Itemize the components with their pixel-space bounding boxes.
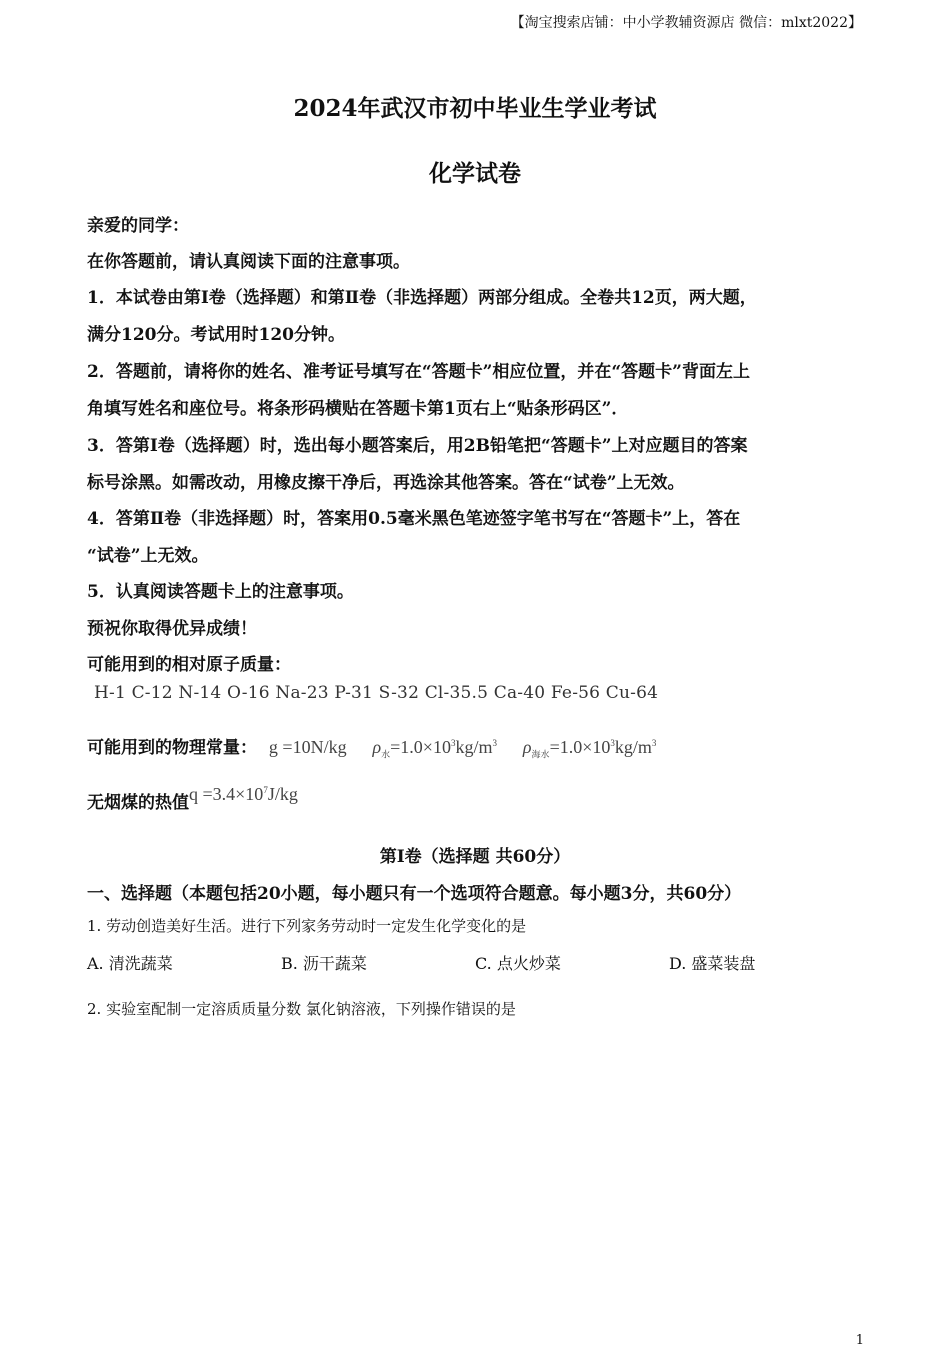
question-stem: 1. 劳动创造美好生活。进行下列家务劳动时一定发生化学变化的是 <box>87 917 527 935</box>
notice-line: 满分120分。考试用时120分钟。 <box>87 325 345 345</box>
option-d: D. 盛菜装盘 <box>669 954 756 973</box>
notice-line: 2．答题前，请将你的姓名、准考证号填写在“答题卡”相应位置，并在“答题卡”背面左上 <box>87 362 750 382</box>
option-b: B. 沥干蔬菜 <box>281 954 367 973</box>
wish-text: 预祝你取得优异成绩！ <box>87 619 257 639</box>
notice-line: “试卷”上无效。 <box>87 546 209 566</box>
option-c: C. 点火炒菜 <box>475 954 561 973</box>
heat-value-row <box>87 784 298 813</box>
notice-line: 3．答第I卷（选择题）时，选出每小题答案后，用2B铅笔把“答题卡”上对应题目的答案 <box>87 436 748 456</box>
intro-text: 在你答题前，请认真阅读下面的注意事项。 <box>87 252 410 272</box>
water-density-constant: $\rho_水=1.0\times 10^3kg/m^3$ <box>372 737 497 760</box>
notice-line: 1．本试卷由第I卷（选择题）和第Ⅱ卷（非选择题）两部分组成。全卷共12页，两大题， <box>87 288 757 308</box>
page-number: 1 <box>855 1333 864 1348</box>
heat-value-formula: $q =3.4\times 10^7J/kg$ <box>189 784 298 804</box>
header-note: 【淘宝搜索店铺：中小学教辅资源店 微信：mlxt2022】 <box>510 15 862 31</box>
constants-label: 可能用到的物理常量： <box>87 738 257 758</box>
atomic-mass-label: 可能用到的相对原子质量： <box>87 655 291 675</box>
notice-line: 角填写姓名和座位号。将条形码横贴在答题卡第1页右上“贴条形码区”． <box>87 399 629 419</box>
exam-title: 2024年武汉市初中毕业生学业考试 <box>293 95 657 122</box>
seawater-density-constant: $\rho_{海水}=1.0\times 10^3kg/m^3$ <box>522 737 657 760</box>
constants-row <box>87 733 656 761</box>
heat-value-label: 无烟煤的热值 <box>87 793 189 813</box>
exam-subtitle: 化学试卷 <box>429 160 521 187</box>
section-title: 第I卷（选择题 共60分） <box>379 847 571 867</box>
gravity-constant: g =10N/kg <box>268 737 347 757</box>
notice-line: 5．认真阅读答题卡上的注意事项。 <box>87 582 354 602</box>
part-title: 一、选择题（本题包括20小题，每小题只有一个选项符合题意。每小题3分，共60分） <box>87 884 742 904</box>
notice-line: 标号涂黑。如需改动，用橡皮擦干净后，再选涂其他答案。答在“试卷”上无效。 <box>87 473 685 493</box>
option-a: A. 清洗蔬菜 <box>87 954 173 973</box>
notice-line: 4．答第Ⅱ卷（非选择题）时，答案用0.5毫米黑色笔迹签字笔书写在“答题卡”上，答在 <box>87 509 741 529</box>
greeting: 亲爱的同学： <box>87 216 189 236</box>
atomic-mass-list: H-1 C-12 N-14 O-16 Na-23 P-31 S-32 Cl-35.5 Ca-40 Fe-56 Cu-64 <box>94 683 659 703</box>
question-stem: 2. 实验室配制一定溶质质量分数 氯化钠溶液，下列操作错误的是 <box>87 1000 516 1018</box>
